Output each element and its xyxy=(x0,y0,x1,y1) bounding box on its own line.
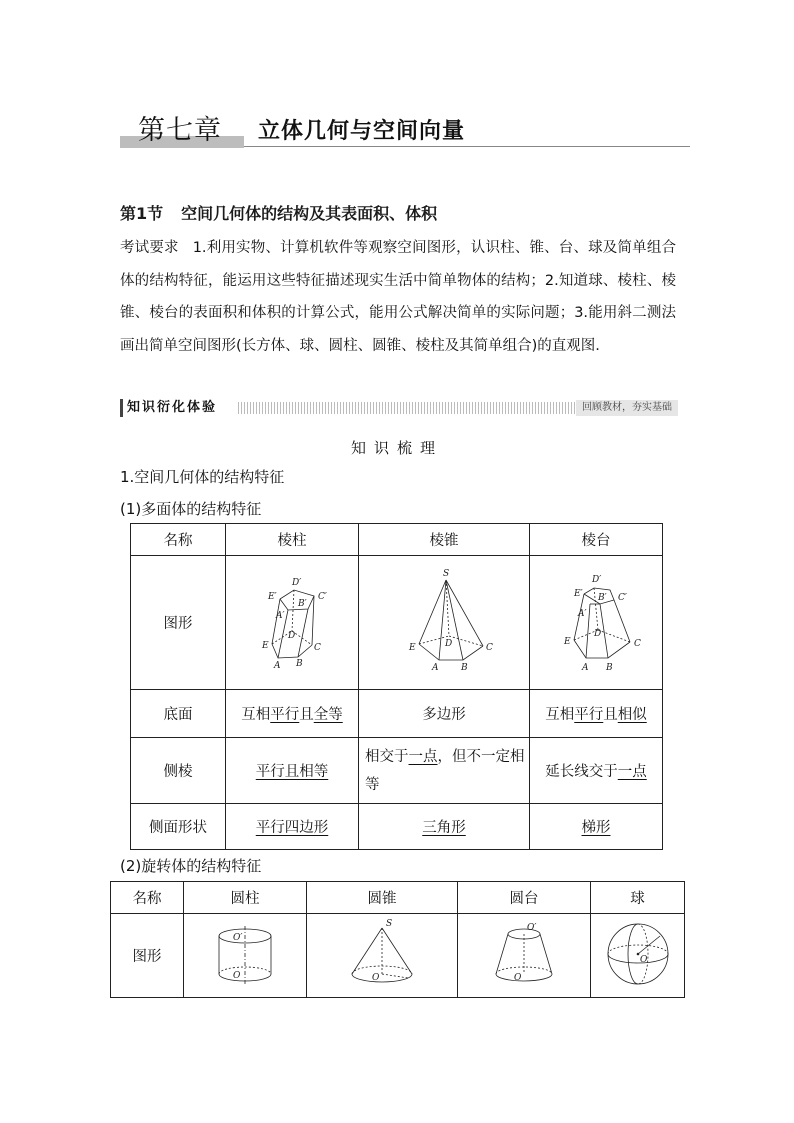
prism-edge-text: 平行且相等 xyxy=(255,764,329,780)
sphere-figure xyxy=(591,914,685,998)
cone-diagram xyxy=(322,916,442,992)
cone-figure xyxy=(307,914,458,998)
truncated-cone-diagram xyxy=(469,916,579,992)
exam-requirements xyxy=(120,232,676,362)
rot-header-name: 名称 xyxy=(111,882,184,914)
pyramid-edge-suffix: ，但不一定相等 xyxy=(365,748,525,793)
label-D1: D′ xyxy=(292,577,302,588)
frustum-edge-point: 一点 xyxy=(617,764,647,780)
prism-face-text: 平行四边形 xyxy=(255,820,329,836)
frustum-base-similar: 相似 xyxy=(617,707,647,723)
truncated-cone-figure xyxy=(458,914,591,998)
cyl-label-O: O xyxy=(233,970,241,981)
pyramid-edge xyxy=(359,738,530,804)
frustum-face xyxy=(530,804,663,850)
header-frustum: 棱台 xyxy=(530,524,663,556)
pyramid-face xyxy=(359,804,530,850)
cone-label-S: S xyxy=(386,918,393,929)
label-C: C xyxy=(314,642,321,653)
label-D-fr: D xyxy=(594,628,602,639)
frc-label-O: O xyxy=(514,972,522,983)
polyhedra-table xyxy=(130,523,663,850)
row-edge-label: 侧棱 xyxy=(131,738,226,804)
pyramid-base: 多边形 xyxy=(359,690,530,738)
banner-subtitle: 回顾教材，夯实基础 xyxy=(576,400,678,416)
cylinder-diagram xyxy=(195,916,295,992)
label-B: B xyxy=(296,658,303,669)
row-figure-label: 图形 xyxy=(131,556,226,690)
requirements-label: 考试要求 xyxy=(120,240,179,256)
prism-base xyxy=(226,690,359,738)
subheading-structure: 1.空间几何体的结构特征 xyxy=(120,468,285,486)
rot-row-figure xyxy=(111,914,685,998)
section-number: 第1节 xyxy=(120,204,164,223)
frustum-base-parallel: 平行 xyxy=(574,707,604,723)
cone-label-O: O xyxy=(372,972,380,983)
knowledge-heading: 知识梳理 xyxy=(350,439,443,457)
banner-stripe xyxy=(238,402,580,414)
subheading-rotation: (2)旋转体的结构特征 xyxy=(120,857,262,875)
prism-base-and: 且 xyxy=(299,707,314,723)
pyramid-figure xyxy=(359,556,530,690)
table-row-base xyxy=(131,690,663,738)
label-C-fr: C xyxy=(634,638,641,649)
label-E1: E′ xyxy=(268,591,277,602)
section-name: 空间几何体的结构及其表面积、体积 xyxy=(181,204,438,223)
frc-label-O1: O′ xyxy=(527,922,537,933)
row-face-label: 侧面形状 xyxy=(131,804,226,850)
prism-base-parallel: 平行 xyxy=(270,707,300,723)
row-base-label: 底面 xyxy=(131,690,226,738)
label-C-pyr: C xyxy=(486,642,493,653)
sphere-center xyxy=(636,952,639,955)
prism-face xyxy=(226,804,359,850)
prism-base-prefix: 互相 xyxy=(241,707,271,723)
rot-header-cone: 圆锥 xyxy=(307,882,458,914)
cylinder-figure xyxy=(184,914,307,998)
table-row-lateral-edge xyxy=(131,738,663,804)
frustum-base xyxy=(530,690,663,738)
label-S: S xyxy=(443,568,450,579)
frustum-diagram xyxy=(536,566,656,676)
frustum-edge-prefix: 延长线交于 xyxy=(545,764,618,780)
sphere-label-O: O xyxy=(639,954,647,965)
label-E-pyr: E xyxy=(409,642,416,653)
label-E: E xyxy=(262,640,269,651)
rot-header-sphere: 球 xyxy=(591,882,685,914)
section-title xyxy=(120,201,437,224)
prism-base-congruent: 全等 xyxy=(313,707,343,723)
sphere-diagram xyxy=(598,916,678,992)
prism-figure xyxy=(226,556,359,690)
pyramid-edge-point: 一点 xyxy=(408,748,438,765)
label-D1-fr: D′ xyxy=(592,574,602,585)
label-A-pyr: A xyxy=(432,662,439,673)
rot-header-frustum: 圆台 xyxy=(458,882,591,914)
rot-header-cylinder: 圆柱 xyxy=(184,882,307,914)
chapter-title: 立体几何与空间向量 xyxy=(258,118,466,144)
header-prism: 棱柱 xyxy=(226,524,359,556)
prism-edge xyxy=(226,738,359,804)
label-A1-fr: A′ xyxy=(578,608,587,619)
label-B1-fr: B′ xyxy=(598,592,607,603)
table-row-figure xyxy=(131,556,663,690)
frustum-base-and: 且 xyxy=(603,707,618,723)
label-D-pyr: D xyxy=(445,638,453,649)
label-A-fr: A xyxy=(582,662,589,673)
header-pyramid: 棱锥 xyxy=(359,524,530,556)
label-E-fr: E xyxy=(564,636,571,647)
label-A: A xyxy=(274,660,281,671)
frustum-base-prefix: 互相 xyxy=(545,707,575,723)
rotation-table xyxy=(110,881,685,998)
label-C1: C′ xyxy=(318,591,327,602)
frustum-figure xyxy=(530,556,663,690)
label-C1-fr: C′ xyxy=(618,592,627,603)
chapter-underline xyxy=(244,146,690,147)
rot-header-row xyxy=(111,882,685,914)
section-banner xyxy=(120,399,678,417)
subheading-polyhedra: (1)多面体的结构特征 xyxy=(120,500,262,518)
frustum-edge xyxy=(530,738,663,804)
table-row-lateral-face xyxy=(131,804,663,850)
label-B-fr: B xyxy=(606,662,613,673)
banner-title: 知识衍化体验 xyxy=(120,399,221,417)
prism-diagram xyxy=(232,566,352,676)
header-name: 名称 xyxy=(131,524,226,556)
label-D: D xyxy=(288,630,296,641)
label-A1: A′ xyxy=(276,610,285,621)
pyramid-face-text: 三角形 xyxy=(422,820,466,836)
requirements-text: 1.利用实物、计算机软件等观察空间图形，认识柱、锥、台、球及简单组合体的结构特征，能运用这些特征描述现实生活中简单物体的结构；2.知道球、棱柱、棱锥、棱台的表面积和体积的计算公式，能用公式解决简单的实际问题；3.能用斜二测法画出简单空间图形(长方体、球、圆柱、圆锥、棱柱及其简单组合)的直观图. xyxy=(120,240,676,354)
chapter-number: 第七章 xyxy=(138,115,222,146)
label-B-pyr: B xyxy=(461,662,468,673)
cyl-label-O1: O′ xyxy=(233,932,243,943)
rot-figure-label: 图形 xyxy=(111,914,184,998)
pyramid-edge-prefix: 相交于 xyxy=(365,748,409,765)
label-B1: B′ xyxy=(298,598,307,609)
label-E1-fr: E′ xyxy=(574,588,583,599)
table-header-row xyxy=(131,524,663,556)
chapter-header xyxy=(120,108,570,150)
pyramid-diagram xyxy=(369,566,519,676)
frustum-face-text: 梯形 xyxy=(581,820,611,836)
